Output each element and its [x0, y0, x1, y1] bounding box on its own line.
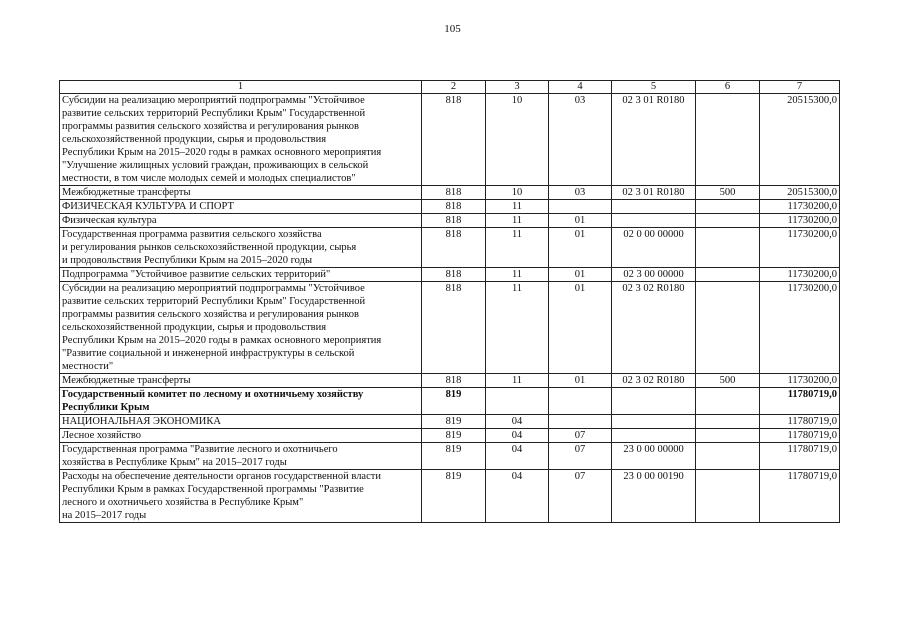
- amount: 11780719,0: [760, 429, 840, 443]
- ministry-code: 819: [422, 443, 486, 470]
- table-row: [60, 470, 840, 523]
- section-code: 11: [486, 200, 549, 214]
- target-article-code: [612, 429, 696, 443]
- target-article-code: 02 3 02 R0180: [612, 374, 696, 388]
- expense-type-code: [696, 470, 760, 523]
- target-article-code: [612, 415, 696, 429]
- ministry-code: 819: [422, 470, 486, 523]
- header-row: [60, 81, 840, 94]
- page-number: 105: [444, 23, 461, 35]
- expense-type-code: [696, 429, 760, 443]
- subsection-code: [549, 200, 612, 214]
- column-header: 7: [760, 81, 840, 94]
- ministry-code: 819: [422, 415, 486, 429]
- table-row: [60, 94, 840, 186]
- section-code: 04: [486, 443, 549, 470]
- amount: 11730200,0: [760, 268, 840, 282]
- row-description: Субсидии на реализацию мероприятий подпрограммы "Устойчивое развитие сельских территорий Республики Крым" Государственной программы развития сельского хозяйства и регулирования рынков сельскохозяйственной продукции, сырья и продовольствия Республики Крым на 2015–2020 годы в рамках основного мероприятия "Улучшение жилищных условий граждан, проживающих в сельской местности, в том числе молодых семей и молодых специалистов": [60, 94, 422, 186]
- row-description: ФИЗИЧЕСКАЯ КУЛЬТУРА И СПОРТ: [60, 200, 422, 214]
- amount: 11780719,0: [760, 388, 840, 415]
- table-row: [60, 186, 840, 200]
- amount: 11730200,0: [760, 282, 840, 374]
- amount: 11780719,0: [760, 443, 840, 470]
- subsection-code: 01: [549, 282, 612, 374]
- section-code: 11: [486, 228, 549, 268]
- row-description: Государственный комитет по лесному и охотничьему хозяйству Республики Крым: [60, 388, 422, 415]
- amount: 20515300,0: [760, 94, 840, 186]
- table-row: [60, 415, 840, 429]
- expense-type-code: [696, 228, 760, 268]
- row-description: Подпрограмма "Устойчивое развитие сельских территорий": [60, 268, 422, 282]
- target-article-code: 02 3 01 R0180: [612, 186, 696, 200]
- subsection-code: 03: [549, 186, 612, 200]
- section-code: 10: [486, 94, 549, 186]
- subsection-code: 01: [549, 214, 612, 228]
- section-code: [486, 388, 549, 415]
- column-header: 6: [696, 81, 760, 94]
- amount: 11780719,0: [760, 415, 840, 429]
- subsection-code: 07: [549, 429, 612, 443]
- subsection-code: 01: [549, 268, 612, 282]
- row-description: Расходы на обеспечение деятельности органов государственной власти Республики Крым в рамках Государственной программы "Развитие лесного и охотничьего хозяйства в Республике Крым" на 2015–2017 годы: [60, 470, 422, 523]
- subsection-code: [549, 415, 612, 429]
- section-code: 04: [486, 415, 549, 429]
- budget-table: [59, 80, 840, 523]
- table-body: [60, 94, 840, 523]
- ministry-code: 818: [422, 268, 486, 282]
- ministry-code: 819: [422, 429, 486, 443]
- table-row: [60, 228, 840, 268]
- amount: 20515300,0: [760, 186, 840, 200]
- subsection-code: 07: [549, 470, 612, 523]
- subsection-code: 01: [549, 228, 612, 268]
- section-code: 11: [486, 268, 549, 282]
- amount: 11780719,0: [760, 470, 840, 523]
- column-header: 5: [612, 81, 696, 94]
- target-article-code: [612, 200, 696, 214]
- target-article-code: 02 0 00 00000: [612, 228, 696, 268]
- table-row: [60, 214, 840, 228]
- section-code: 11: [486, 214, 549, 228]
- amount: 11730200,0: [760, 200, 840, 214]
- ministry-code: 819: [422, 388, 486, 415]
- section-code: 10: [486, 186, 549, 200]
- ministry-code: 818: [422, 94, 486, 186]
- amount: 11730200,0: [760, 214, 840, 228]
- expense-type-code: [696, 415, 760, 429]
- target-article-code: 23 0 00 00000: [612, 443, 696, 470]
- table-row: [60, 443, 840, 470]
- row-description: Физическая культура: [60, 214, 422, 228]
- section-code: 11: [486, 282, 549, 374]
- column-header: 2: [422, 81, 486, 94]
- expense-type-code: 500: [696, 374, 760, 388]
- expense-type-code: [696, 214, 760, 228]
- section-code: 04: [486, 429, 549, 443]
- row-description: НАЦИОНАЛЬНАЯ ЭКОНОМИКА: [60, 415, 422, 429]
- expense-type-code: [696, 282, 760, 374]
- subsection-code: 03: [549, 94, 612, 186]
- section-code: 04: [486, 470, 549, 523]
- target-article-code: [612, 214, 696, 228]
- expense-type-code: [696, 443, 760, 470]
- ministry-code: 818: [422, 186, 486, 200]
- table-row: [60, 268, 840, 282]
- expense-type-code: [696, 94, 760, 186]
- amount: 11730200,0: [760, 228, 840, 268]
- row-description: Лесное хозяйство: [60, 429, 422, 443]
- column-header: 1: [60, 81, 422, 94]
- column-header: 4: [549, 81, 612, 94]
- target-article-code: 02 3 01 R0180: [612, 94, 696, 186]
- target-article-code: 23 0 00 00190: [612, 470, 696, 523]
- ministry-code: 818: [422, 282, 486, 374]
- expense-type-code: [696, 388, 760, 415]
- expense-type-code: 500: [696, 186, 760, 200]
- column-header: 3: [486, 81, 549, 94]
- amount: 11730200,0: [760, 374, 840, 388]
- subsection-code: 01: [549, 374, 612, 388]
- ministry-code: 818: [422, 228, 486, 268]
- row-description: Межбюджетные трансферты: [60, 374, 422, 388]
- row-description: Субсидии на реализацию мероприятий подпрограммы "Устойчивое развитие сельских территорий Республики Крым" Государственной программы развития сельского хозяйства и регулирования рынков сельскохозяйственной продукции, сырья и продовольствия Республики Крым на 2015–2020 годы в рамках основного мероприятия "Развитие социальной и инженерной инфраструктуры в сельской местности": [60, 282, 422, 374]
- table-row: [60, 429, 840, 443]
- ministry-code: 818: [422, 374, 486, 388]
- table-row: [60, 374, 840, 388]
- table-row: [60, 388, 840, 415]
- subsection-code: 07: [549, 443, 612, 470]
- target-article-code: 02 3 02 R0180: [612, 282, 696, 374]
- table-row: [60, 200, 840, 214]
- row-description: Межбюджетные трансферты: [60, 186, 422, 200]
- expense-type-code: [696, 200, 760, 214]
- subsection-code: [549, 388, 612, 415]
- expense-type-code: [696, 268, 760, 282]
- ministry-code: 818: [422, 200, 486, 214]
- section-code: 11: [486, 374, 549, 388]
- target-article-code: [612, 388, 696, 415]
- ministry-code: 818: [422, 214, 486, 228]
- table-row: [60, 282, 840, 374]
- row-description: Государственная программа развития сельского хозяйства и регулирования рынков сельскохозяйственной продукции, сырья и продовольствия Республики Крым на 2015–2020 годы: [60, 228, 422, 268]
- target-article-code: 02 3 00 00000: [612, 268, 696, 282]
- row-description: Государственная программа "Развитие лесного и охотничьего хозяйства в Республике Крым" на 2015–2017 годы: [60, 443, 422, 470]
